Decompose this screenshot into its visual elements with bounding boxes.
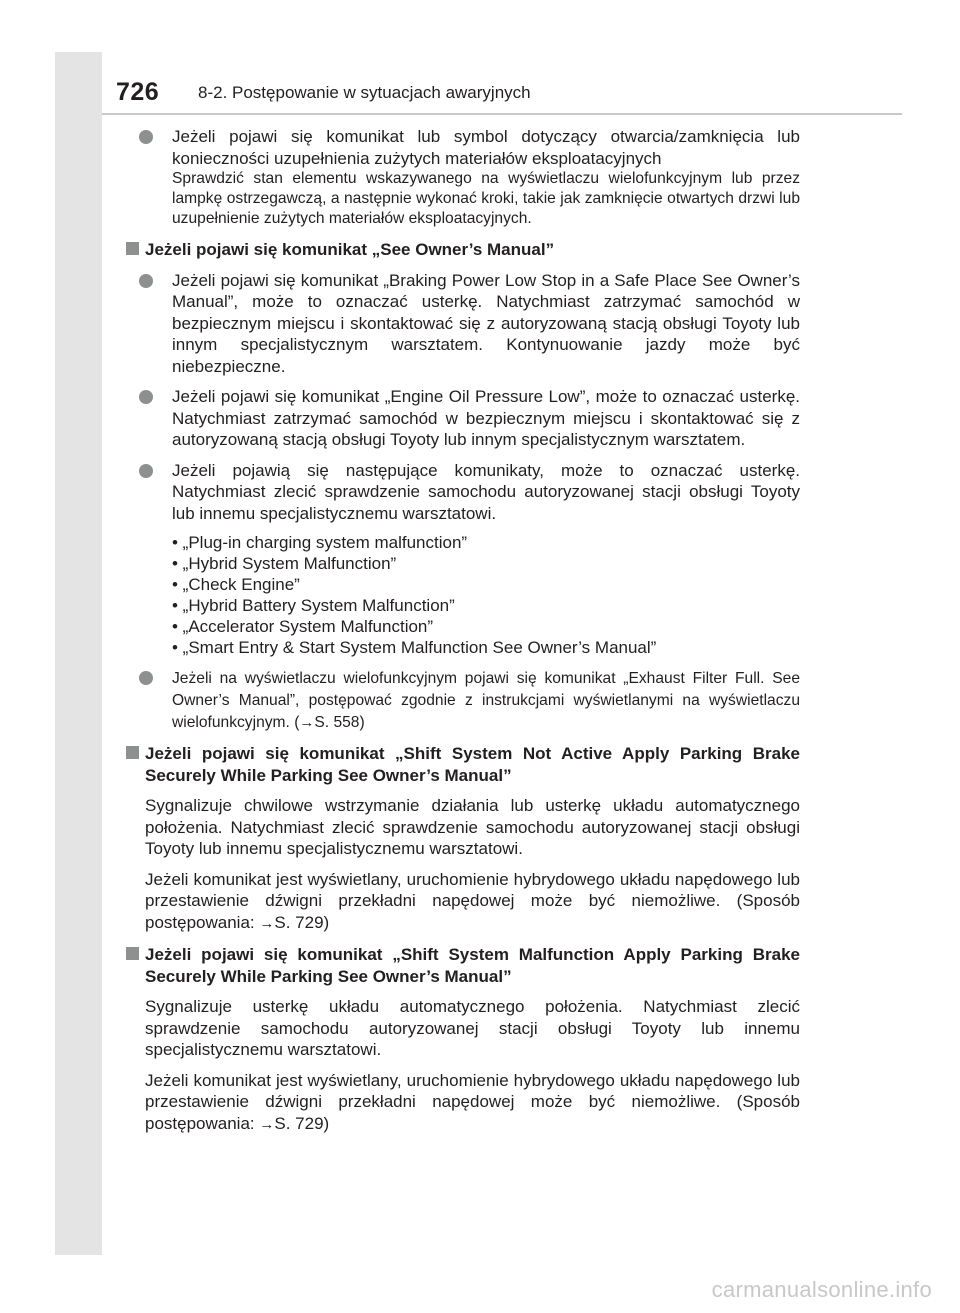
- list-item: • „Check Engine”: [172, 575, 300, 594]
- intro-bullet: [114, 126, 800, 229]
- bullet-text: Jeżeli pojawią się następujące komunikaty, może to oznaczać usterkę. Natychmiast zlecić sprawdzenie samochodu autoryzowanej stacji obsługi Toyoty lub innemu specjalistycznemu warsztatowi.: [172, 460, 800, 523]
- filled-circle-icon: [139, 130, 153, 144]
- filled-square-icon: [126, 746, 139, 759]
- list-item: • „Smart Entry & Start System Malfunction See Owner’s Manual”: [172, 638, 657, 657]
- filled-circle-icon: [139, 671, 153, 685]
- paragraph: Sygnalizuje usterkę układu automatycznego położenia. Natychmiast zlecić sprawdzenie samochodu autoryzowanej stacji obsługi Toyoty lub innemu specjalistycznemu warsztatowi.: [145, 997, 800, 1059]
- filled-circle-icon: [139, 274, 153, 288]
- bullet-exhaust-filter: [114, 667, 800, 733]
- paragraph: [114, 1070, 800, 1136]
- paragraph-text: Jeżeli komunikat jest wyświetlany, uruchomienie hybrydowego układu napędowego lub przestawienie dźwigni przekładni napędowej może być niemożliwe. (Sposób postępowania:: [145, 1070, 800, 1133]
- header-divider: [102, 113, 902, 115]
- page-number: 726: [116, 78, 160, 106]
- arrow-right-icon: →: [299, 714, 315, 731]
- list-item: • „Accelerator System Malfunction”: [172, 617, 434, 636]
- arrow-right-icon: →: [259, 914, 275, 932]
- section-heading-see-owners-manual: [114, 239, 800, 261]
- section-heading-shift-system-malfunction: [114, 944, 800, 987]
- heading-text: Jeżeli pojawi się komunikat „Shift System Malfunction Apply Parking Brake Securely While Parking See Owner’s Manual”: [145, 945, 800, 986]
- filled-circle-icon: [139, 464, 153, 478]
- arrow-right-icon: →: [259, 1115, 275, 1133]
- bullet-text: Jeżeli na wyświetlaczu wielofunkcyjnym pojawi się komunikat „Exhaust Filter Full. See Owner’s Manual”, postępować zgodnie z instrukcjami wyświetlanymi na wyświetlaczu wielofunkcyjnym. (: [172, 670, 800, 731]
- paragraph: [114, 869, 800, 935]
- chapter-title: 8-2. Postępowanie w sytuacjach awaryjnych: [198, 83, 531, 102]
- paragraph-text: Jeżeli komunikat jest wyświetlany, uruchomienie hybrydowego układu napędowego lub przestawienie dźwigni przekładni napędowej może być niemożliwe. (Sposób postępowania:: [145, 869, 800, 932]
- list-item: • „Hybrid Battery System Malfunction”: [172, 596, 455, 615]
- page-reference-link[interactable]: S. 729): [274, 912, 330, 932]
- message-list: [114, 532, 800, 658]
- page-content: [114, 126, 800, 1135]
- list-item: • „Hybrid System Malfunction”: [172, 554, 397, 573]
- bullet-braking-power: [114, 270, 800, 378]
- bullet-following-messages: [114, 460, 800, 525]
- intro-title: Jeżeli pojawi się komunikat lub symbol dotyczący otwarcia/zamknięcia lub konieczności uzupełnienia zużytych materiałów eksploatacyjnych: [172, 127, 800, 168]
- page-reference-link[interactable]: S. 558): [314, 714, 365, 731]
- section-heading-shift-system-not-active: [114, 743, 800, 786]
- bullet-text: Jeżeli pojawi się komunikat „Braking Power Low Stop in a Safe Place See Owner’s Manual”, może to oznaczać usterkę. Natychmiast zatrzymać samochód w bezpiecznym miejscu i skontaktować się z autoryzowaną stacją obsługi Toyoty lub innym specjalistycznym warsztatem. Kontynuowanie jazdy może być niebezpieczne.: [172, 270, 800, 376]
- heading-text: Jeżeli pojawi się komunikat „Shift System Not Active Apply Parking Brake Securely While Parking See Owner’s Manual”: [145, 744, 800, 785]
- bullet-engine-oil: [114, 386, 800, 451]
- filled-square-icon: [126, 242, 139, 255]
- side-strip: [55, 52, 102, 1255]
- page-header: [102, 52, 902, 114]
- list-item: • „Plug-in charging system malfunction”: [172, 533, 468, 552]
- bullet-text: Jeżeli pojawi się komunikat „Engine Oil Pressure Low”, może to oznaczać usterkę. Natychmiast zatrzymać samochód w bezpiecznym miejscu i skontaktować się z autoryzowaną stacją obsługi Toyoty lub innym specjalistycznym warsztatem.: [172, 387, 800, 449]
- page-reference-link[interactable]: S. 729): [274, 1113, 330, 1133]
- heading-text: Jeżeli pojawi się komunikat „See Owner’s Manual”: [145, 240, 555, 259]
- intro-body: Sprawdzić stan elementu wskazywanego na wyświetlaczu wielofunkcyjnym lub przez lampkę ostrzegawczą, a następnie wykonać kroki, takie jak zamknięcie otwartych drzwi lub uzupełnienie zużytych materiałów eksploatacyjnych.: [172, 170, 800, 227]
- paragraph: Sygnalizuje chwilowe wstrzymanie działania lub usterkę układu automatycznego położenia. Natychmiast zlecić sprawdzenie samochodu autoryzowanej stacji obsługi Toyoty lub innemu specjalistycznemu warsztatowi.: [145, 796, 800, 858]
- watermark: carmanualsonline.info: [711, 1277, 932, 1302]
- filled-circle-icon: [139, 390, 153, 404]
- filled-square-icon: [126, 947, 139, 960]
